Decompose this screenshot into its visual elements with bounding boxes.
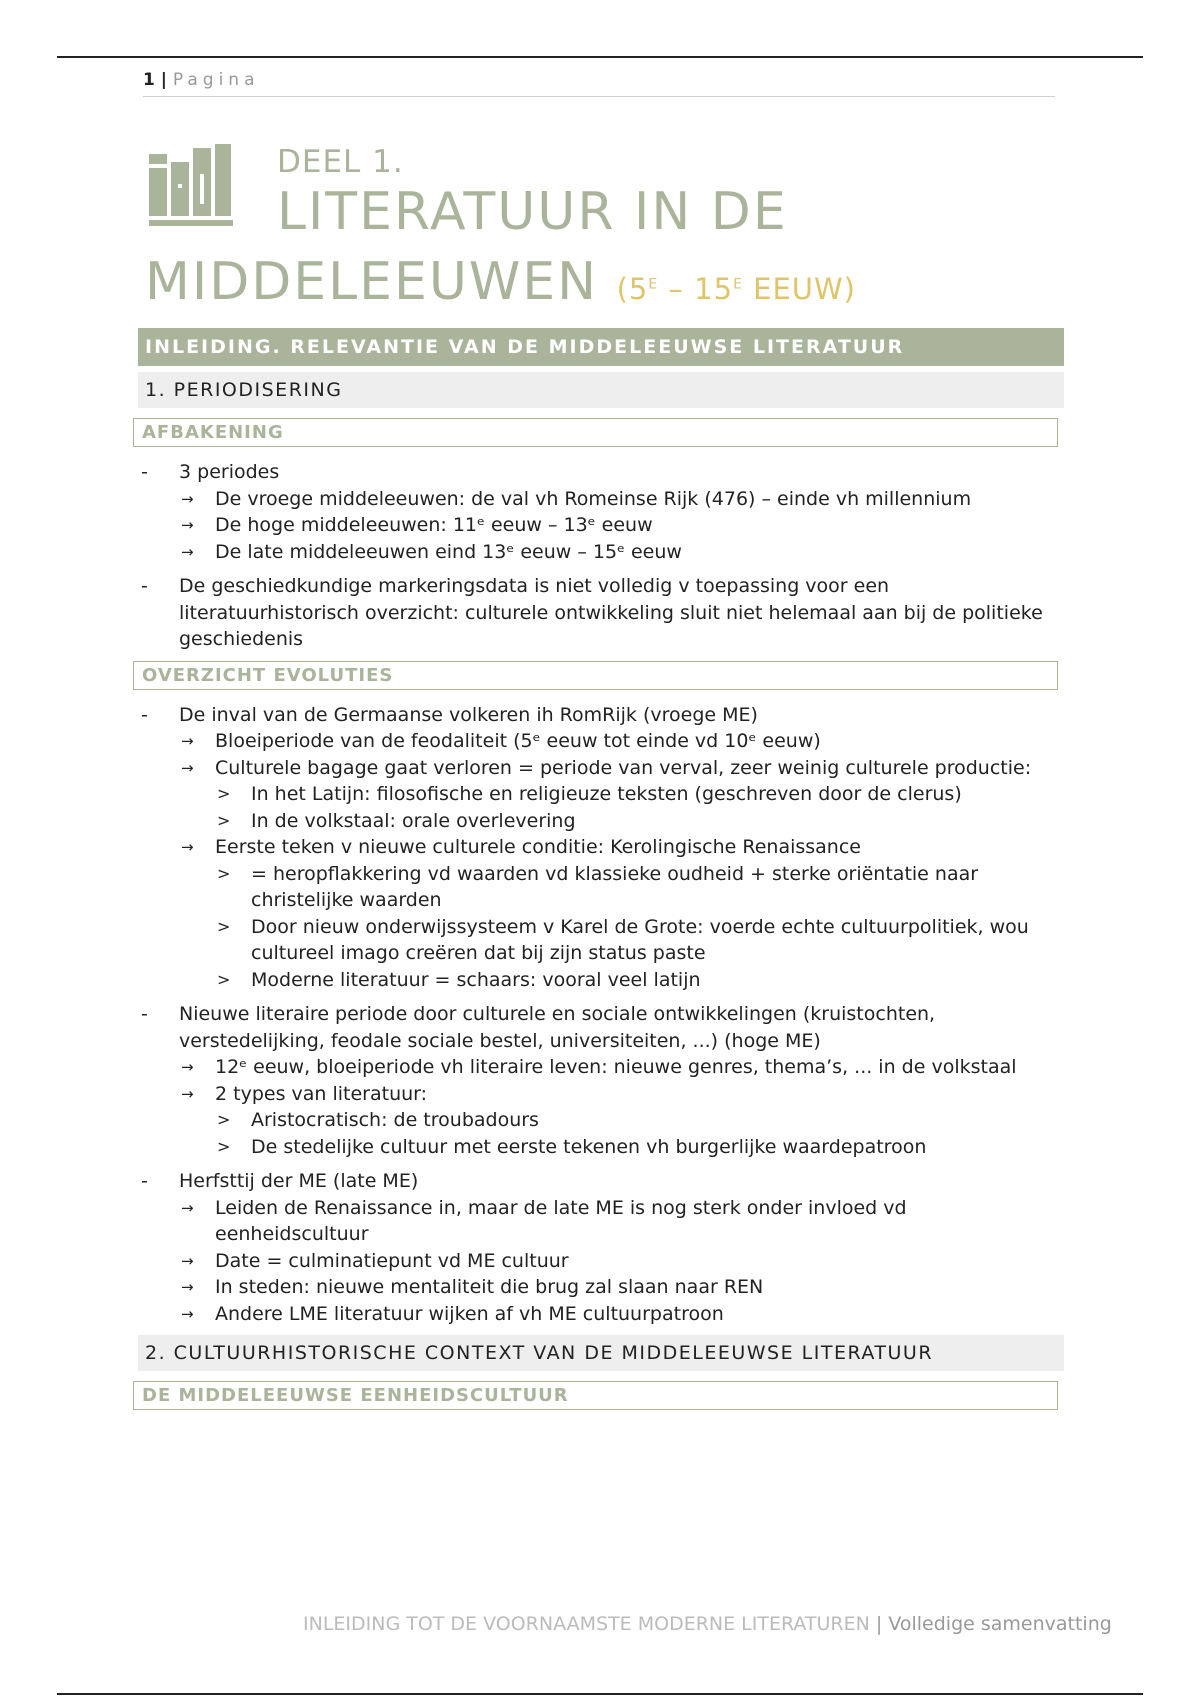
list-item: > = heropflakkering vd waarden vd klassieke oudheid + sterke oriëntatie naar christelijke waarden	[215, 861, 1063, 914]
section-heading-inleiding: INLEIDING. RELEVANTIE VAN DE MIDDELEEUWSE LITERATUUR	[138, 328, 1064, 366]
page-header	[143, 70, 1055, 97]
list-item	[133, 1001, 1063, 1160]
list-item: > De stedelijke cultuur met eerste tekenen vh burgerlijke waardepatroon	[215, 1134, 1063, 1161]
list-item	[133, 702, 1063, 994]
section-heading-context: 2. CULTUURHISTORISCHE CONTEXT VAN DE MIDDELEEUWSE LITERATUUR	[138, 1335, 1064, 1371]
list-item-text: - 3 periodes	[179, 461, 280, 483]
bottom-rule	[57, 1693, 1143, 1695]
list-item-text: - Herfsttij der ME (late ME)	[179, 1170, 419, 1192]
list-item: → Leiden de Renaissance in, maar de late ME is nog sterk onder invloed vd eenheidscultuur	[179, 1195, 1063, 1248]
list-item: > Moderne literatuur = schaars: vooral veel latijn	[215, 967, 1063, 994]
page-footer	[303, 1613, 1112, 1635]
list-item: → Date = culminatiepunt vd ME cultuur	[179, 1248, 1063, 1275]
chapter-title-block	[133, 140, 1063, 324]
list-item-text: - Nieuwe literaire periode door culturele en sociale ontwikkelingen (kruistochten, verstedelijking, feodale sociale bestel, universiteiten, ...) (hoge ME)	[179, 1003, 936, 1052]
list-item-text: - De inval van de Germaanse volkeren ih RomRijk (vroege ME)	[179, 703, 758, 726]
list-item-text: → 2 types van literatuur:	[215, 1082, 428, 1105]
section-heading-overzicht: OVERZICHT EVOLUTIES	[133, 661, 1058, 690]
list-item: → De late middeleeuwen eind 13ᵉ eeuw – 15ᵉ eeuw	[179, 539, 1063, 566]
list-item: → Bloeiperiode van de feodaliteit (5ᵉ eeuw tot einde vd 10ᵉ eeuw)	[179, 728, 1063, 755]
list-item-text: → Culturele bagage gaat verloren = periode van verval, zeer weinig culturele productie:	[215, 756, 1032, 779]
chapter-title-line2	[145, 252, 856, 312]
list-item	[179, 1081, 1063, 1161]
list-item: > Door nieuw onderwijssysteem v Karel de Grote: voerde echte cultuurpolitiek, wou cultureel imago creëren dat bij zijn status paste	[215, 914, 1063, 967]
part-label: DEEL 1.	[277, 144, 404, 180]
chapter-title-line1: LITERATUUR IN DE	[277, 182, 788, 242]
list-item: → De hoge middeleeuwen: 11ᵉ eeuw – 13ᵉ eeuw	[179, 512, 1063, 539]
list-item	[133, 459, 1063, 565]
list-item-text: - De geschiedkundige markeringsdata is niet volledig v toepassing voor een literatuurhistorisch overzicht: culturele ontwikkeling sluit niet helemaal aan bij de politieke geschiedenis	[179, 575, 1043, 650]
list-item: > Aristocratisch: de troubadours	[215, 1107, 1063, 1134]
page-label: Pagina	[172, 70, 260, 90]
top-rule	[57, 56, 1143, 58]
footer-separator: |	[869, 1613, 889, 1635]
period-sup-end: E	[733, 276, 743, 293]
list-item: > In de volkstaal: orale overlevering	[215, 808, 1063, 835]
list-item	[133, 573, 1063, 653]
section-heading-afbakening: AFBAKENING	[133, 418, 1058, 447]
chapter-period	[617, 272, 856, 306]
page-number: 1	[143, 70, 155, 90]
list-item: > In het Latijn: filosofische en religieuze teksten (geschreven door de clerus)	[215, 781, 1063, 808]
period-sup-start: E	[648, 276, 659, 293]
list-item: → In steden: nieuwe mentaliteit die brug zal slaan naar REN	[179, 1274, 1063, 1301]
books-icon	[149, 144, 233, 228]
list-item: → Andere LME literatuur wijken af vh ME cultuurpatroon	[179, 1301, 1063, 1328]
period-start: (5	[616, 272, 649, 306]
period-end: EEUW)	[742, 272, 857, 306]
footer-doc: Volledige samenvatting	[888, 1613, 1112, 1635]
header-separator: |	[154, 70, 173, 90]
overzicht-list	[133, 702, 1063, 1328]
list-item	[133, 1168, 1063, 1327]
list-item: → 12ᵉ eeuw, bloeiperiode vh literaire leven: nieuwe genres, thema’s, ... in de volkstaal	[179, 1054, 1063, 1081]
list-item: → De vroege middeleeuwen: de val vh Romeinse Rijk (476) – einde vh millennium	[179, 486, 1063, 513]
afbakening-list	[133, 459, 1063, 653]
period-mid: – 15	[658, 272, 734, 306]
list-item	[179, 755, 1063, 835]
section-heading-periodisering: 1. PERIODISERING	[138, 372, 1064, 408]
footer-course: INLEIDING TOT DE VOORNAAMSTE MODERNE LITERATUREN	[303, 1613, 870, 1635]
document-body	[133, 140, 1063, 1422]
list-item-text: → Eerste teken v nieuwe culturele conditie: Kerolingische Renaissance	[215, 836, 861, 858]
list-item	[179, 834, 1063, 993]
chapter-title-main: MIDDELEEUWEN	[145, 252, 599, 312]
section-heading-eenheidscultuur: DE MIDDELEEUWSE EENHEIDSCULTUUR	[133, 1381, 1058, 1410]
